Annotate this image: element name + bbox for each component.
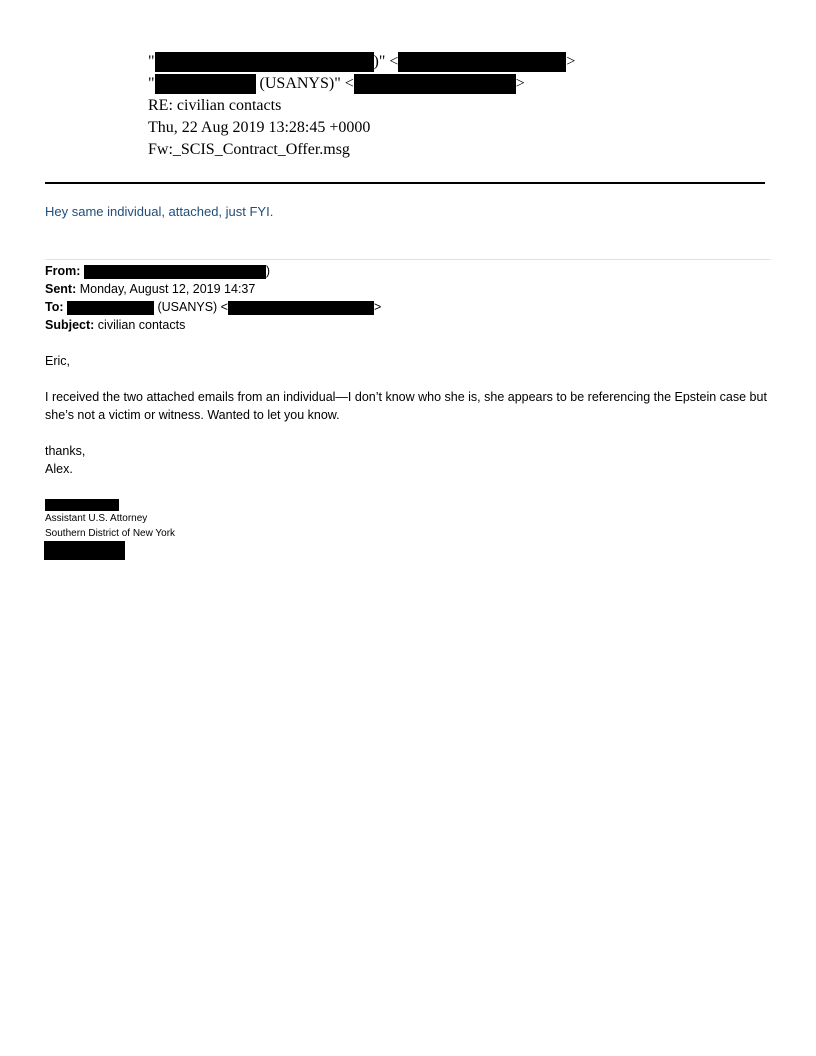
redaction-block [155,74,256,94]
forwarded-subject-label: Subject: [45,318,95,332]
greeting: Eric, [45,354,70,368]
forwarded-sent-row [45,280,255,298]
to-mid: (USANYS)" < [255,75,354,92]
forward-divider [45,259,771,260]
redaction-block [44,541,125,560]
closing: thanks, [45,444,86,458]
from-quote: " [148,53,155,70]
redaction-block [84,265,266,279]
forwarded-to-mid: (USANYS) < [154,300,228,314]
forwarded-to-close: > [373,300,382,314]
forwarded-sent-label: Sent: [45,282,77,296]
forwarded-sent-value: Monday, August 12, 2019 14:37 [76,282,256,296]
forwarded-from-row [45,262,270,280]
body-paragraph: I received the two attached emails from an individual—I don’t know who she is, she appears to be referencing the Epstein case but she’s not a victim or witness. Wanted to let you know. [45,390,767,422]
forwarded-subject-value: civilian contacts [94,318,186,332]
sender-name: Alex. [45,462,73,476]
redaction-block [354,74,516,94]
embedded-attachment-link[interactable]: Fw:_SCIS_Contract_Offer.msg [148,141,350,158]
header-divider [45,182,765,184]
date-value: Thu, 22 Aug 2019 13:28:45 +0000 [148,119,371,136]
forwarded-to-row [45,298,381,316]
redaction-block [67,301,154,315]
redaction-block [45,499,119,511]
from-mid: )" < [373,53,399,70]
subject-value: RE: civilian contacts [148,97,282,114]
to-close: > [515,75,525,92]
signature-office: Southern District of New York [45,528,176,539]
signature-title: Assistant U.S. Attorney [45,513,148,524]
forwarded-from-close: ) [265,264,271,278]
to-quote: " [148,75,155,92]
forwarded-subject-row [45,316,185,334]
redaction-block [398,52,566,72]
forwarded-to-label: To: [45,300,64,314]
forwarded-from-label: From: [45,264,81,278]
from-close: > [566,53,576,70]
redaction-block [228,301,374,315]
redaction-block [155,52,374,72]
reply-message: Hey same individual, attached, just FYI. [45,204,274,219]
